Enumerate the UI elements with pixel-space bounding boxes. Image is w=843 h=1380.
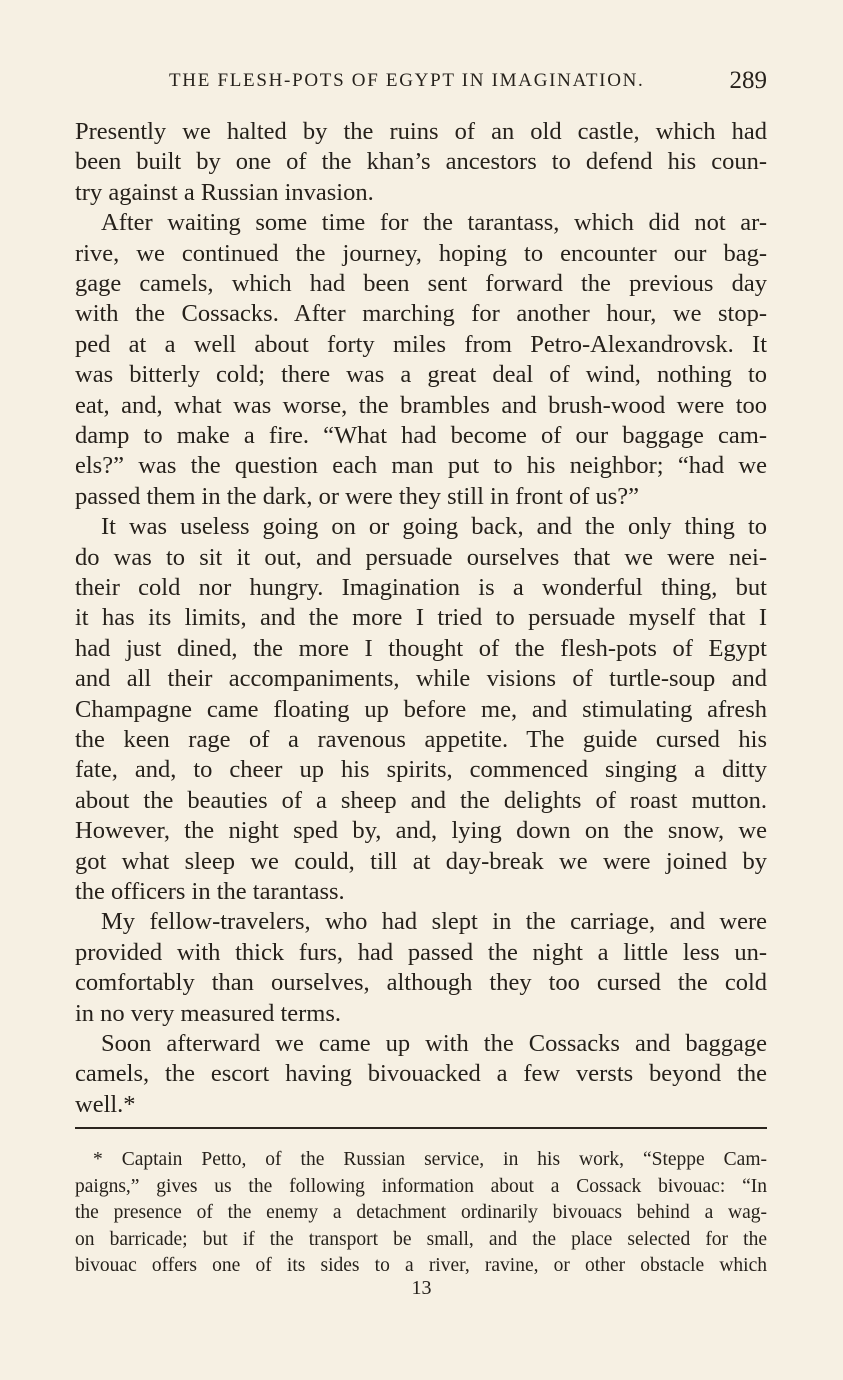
body-line: it has its limits, and the more I tried to persuade myself that I: [75, 604, 767, 632]
body-line: the keen rage of a ravenous appetite. The guide cursed his: [75, 726, 767, 753]
body-line: the officers in the tarantass.: [75, 878, 345, 905]
footnote-rule: [75, 1127, 767, 1129]
body-line: ped at a well about forty miles from Petro-Alexandrovsk. It: [75, 330, 767, 358]
body-line: It was useless going on or going back, and the only thing to: [101, 513, 767, 541]
body-line: gage camels, which had been sent forward the previous day: [75, 270, 767, 297]
body-line: passed them in the dark, or were they still in front of us?”: [75, 482, 640, 510]
body-line: comfortably than ourselves, although they too cursed the cold: [75, 969, 767, 997]
body-line: their cold nor hungry. Imagination is a wonderful thing, but: [75, 574, 767, 601]
footnote-line: paigns,” gives us the following information about a Cossack bivouac: “In: [75, 1175, 767, 1197]
body-line: Soon afterward we came up with the Cossacks and baggage: [101, 1030, 767, 1057]
body-line: got what sleep we could, till at day-break we were joined by: [75, 847, 767, 875]
body-line: Champagne came floating up before me, and stimulating afresh: [75, 695, 767, 723]
body-line: try against a Russian invasion.: [75, 178, 374, 206]
footnote-line: bivouac offers one of its sides to a river, ravine, or other obstacle which: [75, 1255, 767, 1276]
body-line: rive, we continued the journey, hoping to encounter our bag-: [75, 239, 767, 267]
body-line: eat, and, what was worse, the brambles and brush-wood were too: [75, 391, 767, 419]
body-line: provided with thick furs, had passed the night a little less un-: [75, 938, 767, 966]
body-line: els?” was the question each man put to his neighbor; “had we: [75, 452, 767, 480]
body-line: My fellow-travelers, who had slept in the carriage, and were: [101, 908, 767, 936]
body-line: do was to sit it out, and persuade ourselves that we were nei-: [75, 543, 767, 571]
signature-mark: 13: [411, 1277, 432, 1299]
body-line: been built by one of the khan’s ancestors to defend his coun-: [75, 148, 767, 176]
body-line: camels, the escort having bivouacked a few versts beyond the: [75, 1060, 767, 1088]
body-line: Presently we halted by the ruins of an old castle, which had: [75, 118, 767, 145]
body-line: fate, and, to cheer up his spirits, commenced singing a ditty: [75, 756, 767, 784]
body-line: had just dined, the more I thought of the flesh-pots of Egypt: [75, 634, 767, 662]
footnote-line: the presence of the enemy a detachment ordinarily bivouacs behind a wag-: [75, 1202, 767, 1223]
body-line: in no very measured terms.: [75, 999, 342, 1027]
body-line: damp to make a fire. “What had become of our baggage cam-: [75, 422, 767, 449]
body-line: well.*: [75, 1090, 136, 1118]
body-line: After waiting some time for the tarantass, which did not ar-: [101, 209, 767, 237]
running-head: [75, 64, 767, 98]
footnote-line: * Captain Petto, of the Russian service, in his work, “Steppe Cam-: [93, 1149, 767, 1170]
page-number: 289: [729, 67, 767, 94]
body-line: However, the night sped by, and, lying down on the snow, we: [75, 817, 767, 845]
footnote-line: on barricade; but if the transport be small, and the place selected for the: [75, 1228, 767, 1250]
body-line: and all their accompaniments, while visions of turtle-soup and: [75, 665, 767, 693]
body-line: about the beauties of a sheep and the delights of roast mutton.: [75, 786, 767, 814]
body-line: was bitterly cold; there was a great deal of wind, nothing to: [75, 361, 767, 389]
running-title: THE FLESH-POTS OF EGYPT IN IMAGINATION.: [169, 70, 645, 91]
body-line: with the Cossacks. After marching for another hour, we stop-: [75, 300, 767, 328]
